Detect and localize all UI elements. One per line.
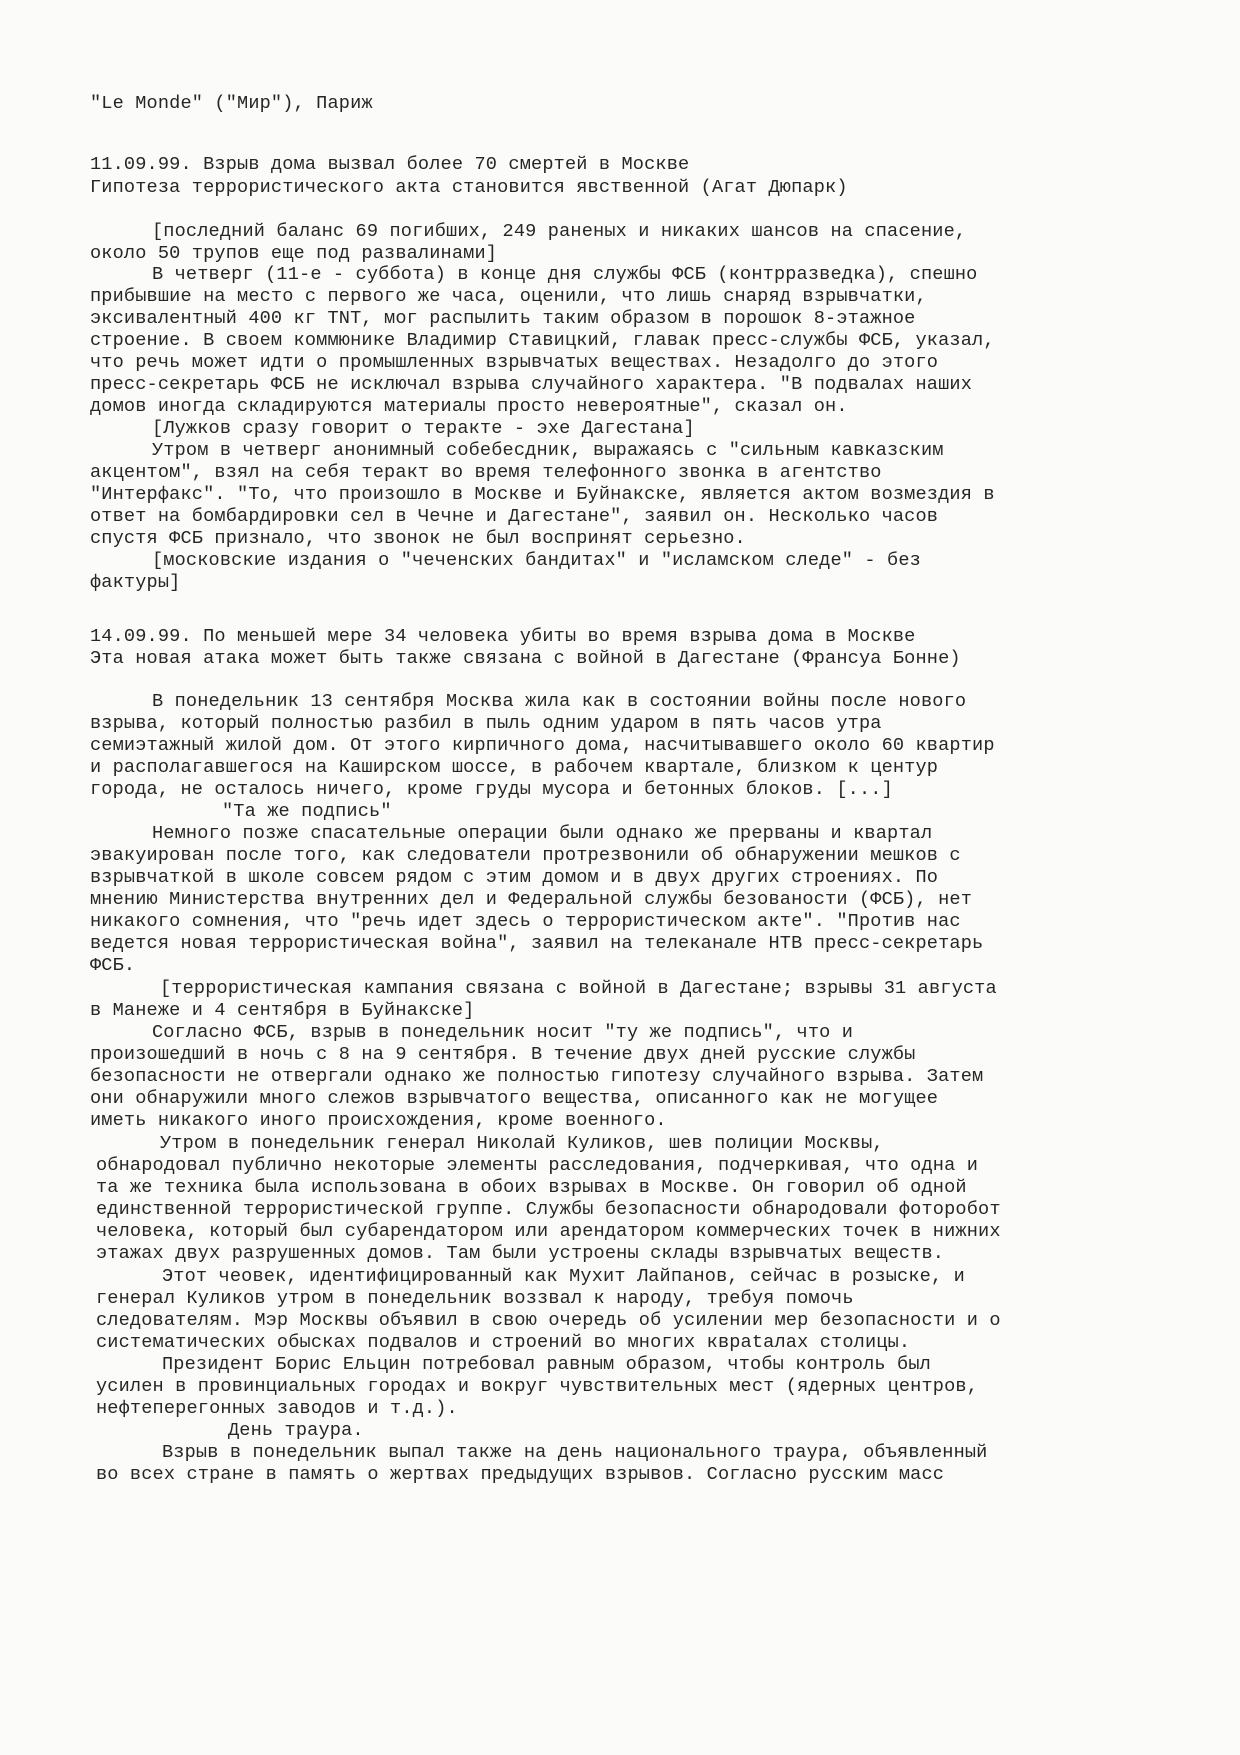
article2-line: этажах двух разрушенных домов. Там были устроены склады взрывчатых веществ. [96,1243,945,1264]
article2-line: В понедельник 13 сентября Москва жила как в состоянии войны после нового [152,691,967,712]
article2-line: в Манеже и 4 сентября в Буйнакске] [90,1000,475,1021]
article2-line: та же техника была использована в обоих взрывах в Москве. Он говорил об одной [96,1177,967,1198]
article2-line: Согласно ФСБ, взрыв в понедельник носит "ту же подпись", что и [152,1022,854,1043]
article2-line: они обнаружили много слежов взрывчатого вещества, описанного как не могущее [90,1088,939,1109]
article1-line: [московские издания о "чеченских бандитах" и "исламском следе" - без [152,550,921,571]
article2-line: Взрыв в понедельник выпал также на день национального траура, объявленный [162,1442,988,1463]
article2-line: генерал Куликов утром в понедельник воззвал к народу, требуя помочь [96,1288,854,1309]
article2-line: обнародовал публично некоторые элементы расследования, подчеркивая, что одна и [96,1155,979,1176]
article1-line: пресс-секретарь ФСБ не исключал взрыва случайного характера. "В подвалах наших [90,374,973,395]
article2-line: взрыва, который полностью разбил в пыль одним ударом в пять часов утра [90,713,882,734]
article2-line: семиэтажный жилой дом. От этого кирпичного дома, насчитывавшего около 60 квартир [90,735,995,756]
article2-line: следователям. Мэр Москвы объявил в свою очередь об усилении мер безопасности и о [96,1310,1001,1331]
article1-line: "Интерфакс". "То, что произошло в Москве и Буйнакске, является актом возмездия в [90,484,995,505]
article1-line: прибывшие на место с первого же часа, оценили, что лишь снаряд взрывчатки, [90,286,927,307]
article2-line: ведется новая террористическая война", заявил на телеканале НТВ пресс-секретарь [90,933,984,954]
article2-line: ФСБ. [90,955,136,976]
article2-line: [террористическая кампания связана с войной в Дагестане; взрывы 31 августа [160,978,997,999]
article1-line: около 50 трупов еще под развалинами] [90,243,498,264]
article1-date-title: 11.09.99. Взрыв дома вызвал более 70 смертей в Москве [90,154,690,175]
article1-line: домов иногда складируются материалы просто невероятные", сказал он. [90,396,848,417]
article2-line: человека, который был субарендатором или арендатором коммерческих точек в нижних [96,1221,1001,1242]
article2-line: произошедший в ночь с 8 на 9 сентября. В течение двух дней русские службы [90,1044,916,1065]
article1-line: [последний баланс 69 погибших, 249 раненых и никаких шансов на спасение, [152,221,967,242]
article2-line: систематических обысках подвалов и строений во многих кврataлах столицы. [96,1332,911,1353]
article2-line: мнению Министерства внутренних дел и Федеральной службы безованости (ФСБ), нет [90,889,973,910]
article1-line: акцентом", взял на себя теракт во время телефонного звонка в агентство [90,462,882,483]
article2-line: Этот чеовек, идентифицированный как Мухит Лайпанов, сейчас в розыске, и [162,1266,965,1287]
article2-line: эвакуирован после того, как следователи протрезвонили об обнаружении мешков с [90,845,961,866]
article2-line: иметь никакого иного происхождения, кроме военного. [90,1110,667,1131]
article2-line: Утром в понедельник генерал Николай Куликов, шев полиции Москвы, [160,1133,884,1154]
article1-line: что речь может идти о промышленных взрывчатых веществах. Незадолго до этого [90,352,939,373]
article1-subtitle: Гипотеза террористического акта становится явственной (Агат Дюпарк) [90,177,848,198]
article2-subheading: "Та же подпись" [222,801,392,822]
article2-line: единственной террористической группе. Службы безопасности обнародовали фоторобот [96,1199,1001,1220]
article2-line: никакого сомнения, что "речь идет здесь о террористическом акте". "Против нас [90,911,961,932]
article2-line: города, не осталось ничего, кроме груды мусора и бетонных блоков. [...] [90,779,893,800]
article2-line: усилен в провинциальных городах и вокруг чувствительных мест (ядерных центров, [96,1376,979,1397]
article2-line: нефтеперегонных заводов и т.д.). [96,1398,458,1419]
article2-subtitle: Эта новая атака может быть также связана с войной в Дагестане (Франсуа Бонне) [90,648,961,669]
article1-line: строение. В своем коммюнике Владимир Ставицкий, главак пресс-службы ФСБ, указал, [90,330,995,351]
article2-line: Немного позже спасательные операции были однако же прерваны и квартал [152,823,933,844]
article2-line: Президент Борис Ельцин потребовал равным образом, чтобы контроль был [162,1354,931,1375]
article2-subheading: День траура. [228,1420,364,1441]
article2-line: во всех стране в память о жертвах предыдущих взрывов. Согласно русским масс [96,1464,945,1485]
article2-line: взрывчаткой в школе совсем рядом с этим домом и в двух других строениях. По [90,867,939,888]
article1-line: Утром в четверг анонимный собебесдник, выражаясь с "сильным кавказским [152,440,944,461]
article2-date-title: 14.09.99. По меньшей мере 34 человека убиты во время взрыва дома в Москве [90,626,916,647]
article1-line: ответ на бомбардировки сел в Чечне и Дагестане", заявил он. Несколько часов [90,506,939,527]
document-header: "Le Monde" ("Мир"), Париж [90,93,373,114]
article1-line: спустя ФСБ признало, что звонок не был воспринят серьезно. [90,528,746,549]
article1-line: фактуры] [90,572,181,593]
article2-line: и располагавшегося на Каширском шоссе, в рабочем квартале, близком к центур [90,757,939,778]
article1-line: В четверг (11-е - суббота) в конце дня службы ФСБ (контрразведка), спешно [152,264,978,285]
article1-line: [Лужков сразу говорит о теракте - эхе Дагестана] [152,418,695,439]
article1-line: эксивалентный 400 кг TNT, мог распылить таким образом в порошок 8-этажное [90,308,916,329]
article2-line: безопасности не отвергали однако же полностью гипотезу случайного взрыва. Затем [90,1066,984,1087]
